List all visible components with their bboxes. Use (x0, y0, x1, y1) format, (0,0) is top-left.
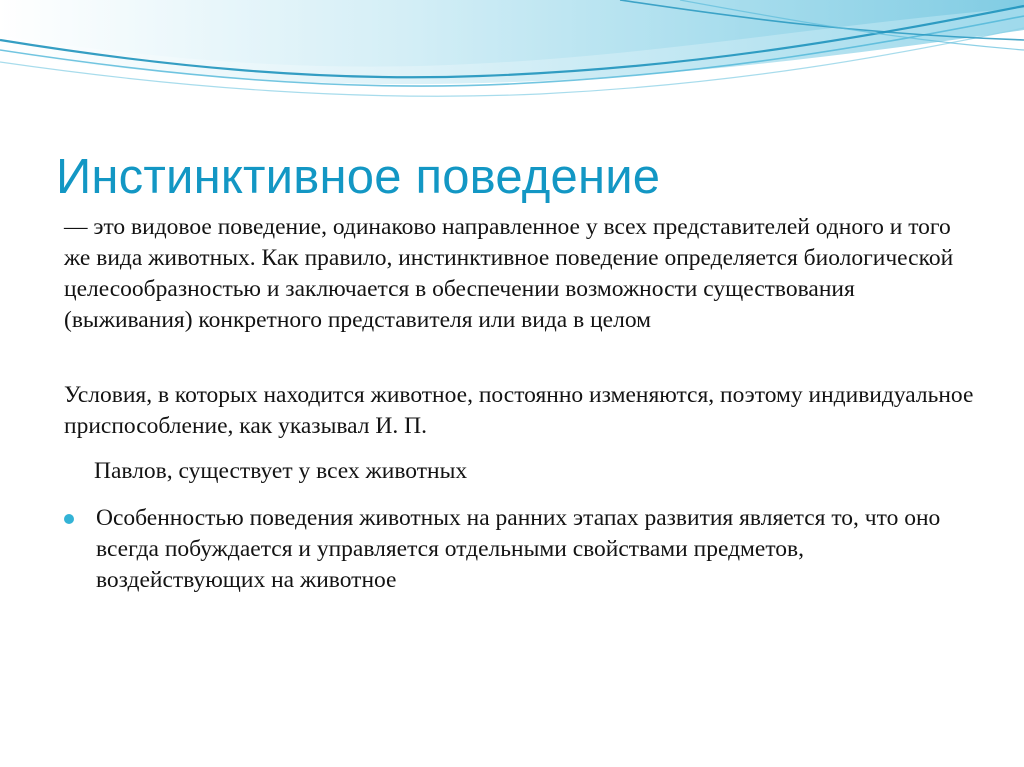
paragraph-pavlov: Павлов, существует у всех животных (94, 458, 468, 485)
slide-body (54, 212, 974, 596)
slide-title: Инстинктивное поведение (56, 149, 661, 204)
bullet-list-item (54, 503, 974, 596)
bullet-dot-icon (64, 514, 74, 524)
bullet-item-text: Особенностью поведения животных на ранних этапах развития является то, что оно всегда побуждается и управляется отдельными свойствами предметов, воздействующих на животное (96, 505, 941, 594)
paragraph-definition: — это видовое поведение, одинаково направленное у всех представителей одного и того же вида животных. Как правило, инстинктивное поведение определяется биологической целесообразностью и заключается в обеспечении возможности существования (выживания) конкретного представителя или вида в целом (64, 214, 954, 334)
decorative-wave-header (0, 0, 1024, 120)
wave-graphic (0, 0, 1024, 120)
paragraph-conditions: Условия, в которых находится животное, постоянно изменяются, поэтому индивидуальное приспособление, как указывал И. П. (64, 382, 974, 440)
